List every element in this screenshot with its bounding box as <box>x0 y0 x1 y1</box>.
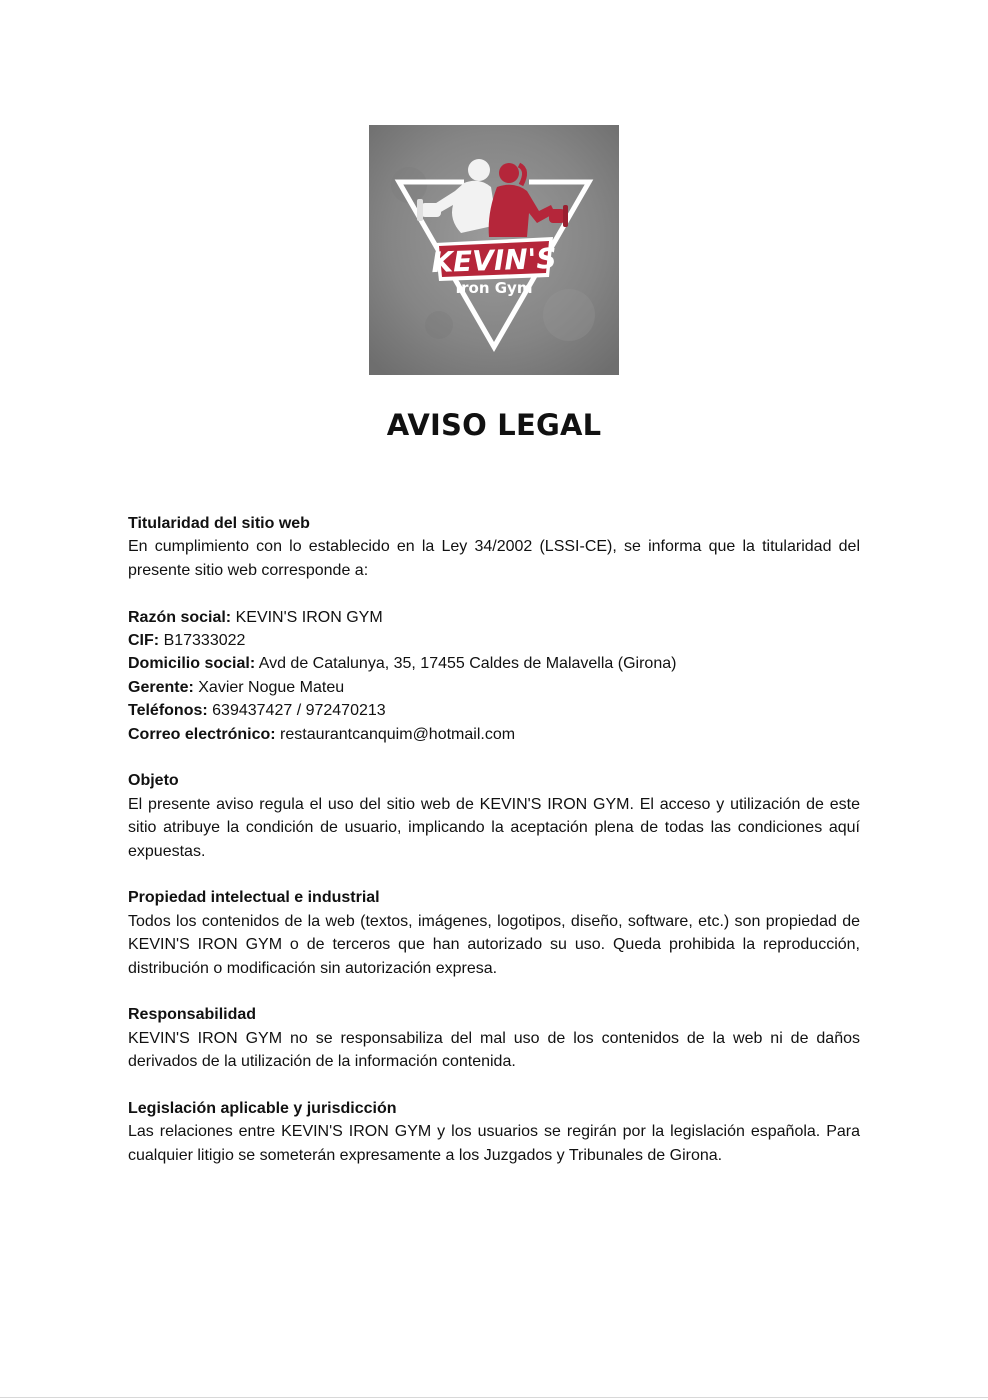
info-label: Domicilio social: <box>128 655 256 673</box>
intellectual-property-section <box>128 886 860 980</box>
gym-logo <box>369 125 619 375</box>
info-label: Teléfonos: <box>128 702 208 720</box>
brand-name: KEVIN'S <box>430 241 557 280</box>
section-heading: Propiedad intelectual e industrial <box>128 889 380 907</box>
section-text: El presente aviso regula el uso del sitio web de KEVIN'S IRON GYM. El acceso y utilización de este sitio atribuye la condición de usuario, implicando la aceptación plena de todas las condiciones aquí expuestas. <box>128 795 860 860</box>
section-heading: Objeto <box>128 772 179 790</box>
email-value[interactable]: restaurantcanquim@hotmail.com <box>280 725 516 743</box>
object-section <box>128 769 860 863</box>
section-text: Todos los contenidos de la web (textos, imágenes, logotipos, diseño, software, etc.) son propiedad de KEVIN'S IRON GYM o de terceros que han autorizado su uso. Queda prohibida la reproducción, distribución o modificación sin autorización expresa. <box>128 912 860 977</box>
info-line <box>128 723 860 746</box>
info-line <box>128 606 860 629</box>
legal-content <box>128 512 860 1191</box>
page-title: AVISO LEGAL <box>386 408 602 442</box>
info-value: B17333022 <box>163 632 246 650</box>
section-text: KEVIN'S IRON GYM no se responsabiliza del mal uso de los contenidos de la web ni de daños derivados de la utilización de la información contenida. <box>128 1029 860 1071</box>
brand-subtitle: Iron Gym <box>455 279 533 297</box>
info-value: Avd de Catalunya, 35, 17455 Caldes de Malavella (Girona) <box>258 655 677 673</box>
brand-banner <box>431 237 557 281</box>
section-heading: Legislación aplicable y jurisdicción <box>128 1100 397 1118</box>
section-text: En cumplimiento con lo establecido en la Ley 34/2002 (LSSI-CE), se informa que la titularidad del presente sitio web corresponde a: <box>128 538 860 579</box>
info-value: Xavier Nogue Mateu <box>198 678 345 696</box>
section-heading: Responsabilidad <box>128 1006 257 1024</box>
responsibility-section <box>128 1003 860 1073</box>
info-value: KEVIN'S IRON GYM <box>235 608 383 626</box>
section-text: Las relaciones entre KEVIN'S IRON GYM y los usuarios se regirán por la legislación española. Para cualquier litigio se someterán expresamente a los Juzgados y Tribunales de Girona. <box>128 1123 860 1164</box>
ownership-section <box>128 512 860 582</box>
info-label: Correo electrónico: <box>128 725 276 743</box>
company-info <box>128 606 860 746</box>
info-line <box>128 699 860 722</box>
info-value: 639437427 / 972470213 <box>212 702 386 720</box>
section-heading: Titularidad del sitio web <box>128 515 310 532</box>
info-line <box>128 676 860 699</box>
gym-logo-graphic <box>369 125 619 375</box>
jurisdiction-section <box>128 1097 860 1167</box>
info-line <box>128 652 860 675</box>
info-line <box>128 629 860 652</box>
info-label: CIF: <box>128 632 160 650</box>
info-label: Razón social: <box>128 608 232 626</box>
info-label: Gerente: <box>128 678 194 696</box>
page-bottom-divider <box>0 1397 988 1398</box>
